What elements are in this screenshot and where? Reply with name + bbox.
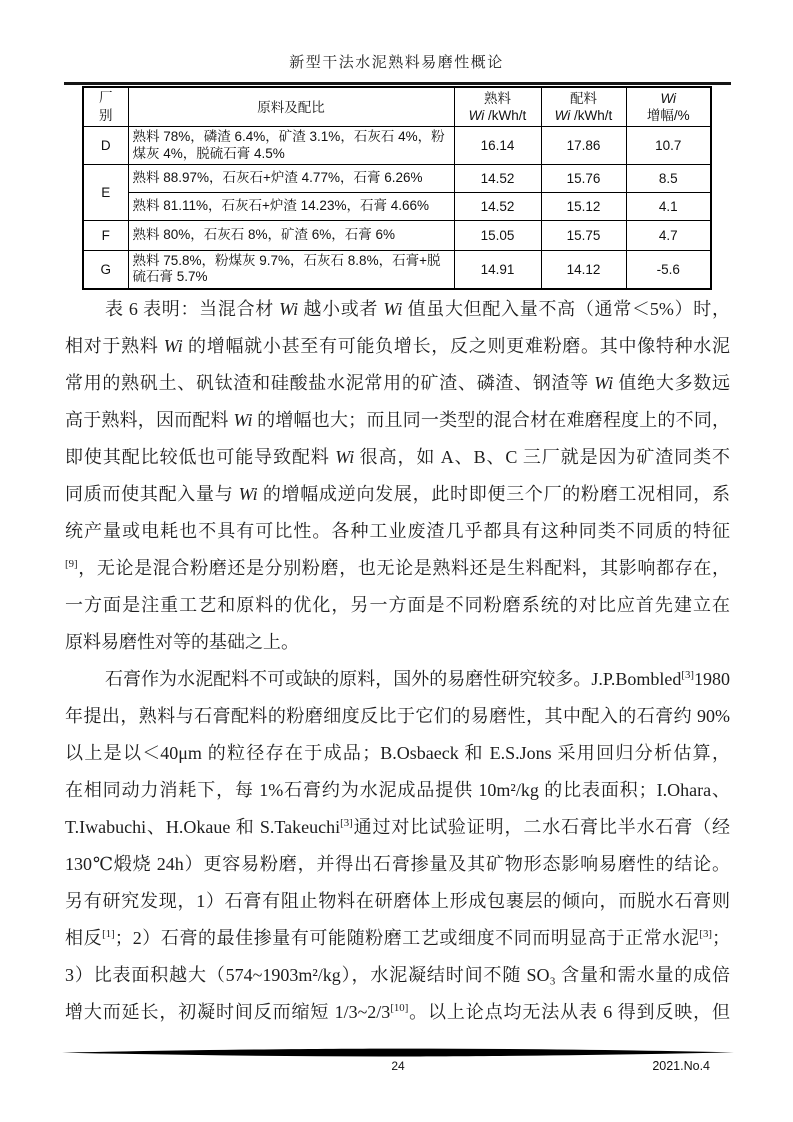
body-text-line: 同质而使其配入量与 Wi 的增幅成逆向发展，此时即便三个厂的粉磨工况相同，系 [65,484,730,504]
table-header-row [83,87,711,127]
cell-mix-wi: 15.75 [541,221,626,251]
body-text-line: 增大而延长，初凝时间反而缩短 1/3~2/3[10]。以上论点均无法从表 6 得到反映，但 [65,1002,730,1022]
table-row [83,221,711,251]
body-text-line: 统产量或电耗也不具有可比性。各种工业废渣几乎都具有这种同类不同质的特征 [65,521,730,541]
cell-delta-wi: 8.5 [626,165,711,193]
cell-materials: 熟料 80%，石灰石 8%，矿渣 6%，石膏 6% [128,221,454,251]
body-text-line: 原料易磨性对等的基础之上。 [65,632,299,652]
cell-clinker-wi: 15.05 [454,221,541,251]
th-clinker-wi: 熟料 Wi /kWh/t [454,87,541,127]
body-text-line: 相对于熟料 Wi 的增幅就小甚至有可能负增长，反之则更难粉磨。其中像特种水泥 [65,336,730,356]
body-text-line: 相反[1]；2）石膏的最佳掺量有可能随粉磨工艺或细度不同而明显高于正常水泥[3]； [65,928,730,948]
body-text-line: 高于熟料，因而配料 Wi 的增幅也大；而且同一类型的混合材在难磨程度上的不同， [65,410,730,430]
paragraph [65,291,730,661]
footer-page-number: 24 [391,1059,405,1073]
cell-clinker-wi: 14.52 [454,165,541,193]
body-text [65,291,730,1031]
cell-clinker-wi: 14.52 [454,193,541,221]
body-text-line: 石膏作为水泥配料不可或缺的原料，国外的易磨性研究较多。J.P.Bombled[3]1980 [105,669,730,689]
grindability-table [82,86,712,290]
body-text-line: 130℃煅烧 24h）更容易粉磨，并得出石膏掺量及其矿物形态影响易磨性的结论。 [65,854,730,874]
cell-delta-wi: 10.7 [626,127,711,165]
th-mix-wi: 配料 Wi /kWh/t [541,87,626,127]
running-head-title: 新型干法水泥熟料易磨性概论 [289,55,504,71]
cell-delta-wi: 4.7 [626,221,711,251]
cell-plant: G [83,251,128,289]
running-head-rule [64,82,731,85]
table-row [83,193,711,221]
body-text-line: 另有研究发现，1）石膏有阻止物料在研磨体上形成包裹层的倾向，而脱水石膏则 [65,891,730,911]
cell-materials: 熟料 78%，磷渣 6.4%，矿渣 3.1%，石灰石 4%，粉煤灰 4%，脱硫石膏 4.5% [128,127,454,165]
paragraph [65,661,730,1031]
body-text-line: 常用的熟矾土、矾钛渣和硅酸盐水泥常用的矿渣、磷渣、钢渣等 Wi 值绝大多数远 [65,373,730,393]
cell-delta-wi: 4.1 [626,193,711,221]
th-delta-wi: Wi 增幅/% [626,87,711,127]
cell-clinker-wi: 14.91 [454,251,541,289]
th-materials: 原料及配比 [128,87,454,127]
body-text-line: 表 6 表明：当混合材 Wi 越小或者 Wi 值虽大但配入量不高（通常＜5%）时， [105,299,730,319]
body-text-line: 以上是以＜40μm 的粒径存在于成品；B.Osbaeck 和 E.S.Jons 采用回归分析估算， [65,743,730,763]
footer-rule [62,1048,734,1057]
table-row [83,127,711,165]
cell-clinker-wi: 16.14 [454,127,541,165]
cell-materials: 熟料 81.11%，石灰石+炉渣 14.23%，石膏 4.66% [128,193,454,221]
cell-delta-wi: -5.6 [626,251,711,289]
body-text-line: 一方面是注重工艺和原料的优化，另一方面是不同粉磨系统的对比应首先建立在 [65,595,730,615]
th-plant: 厂别 [83,87,128,127]
body-text-line: 年提出，熟料与石膏配料的粉磨细度反比于它们的易磨性，其中配入的石膏约 90% [65,706,730,726]
cell-mix-wi: 17.86 [541,127,626,165]
table-row [83,251,711,289]
cell-materials: 熟料 88.97%，石灰石+炉渣 4.77%，石膏 6.26% [128,165,454,193]
body-text-line: 即使其配比较低也可能导致配料 Wi 很高，如 A、B、C 三厂就是因为矿渣同类不 [65,447,730,467]
cell-mix-wi: 15.76 [541,165,626,193]
cell-mix-wi: 14.12 [541,251,626,289]
table-row [83,165,711,193]
cell-plant: F [83,221,128,251]
cell-plant: D [83,127,128,165]
body-text-line: T.Iwabuchi、H.Okaue 和 S.Takeuchi[3]通过对比试验证明，二水石膏比半水石膏（经 [65,817,730,837]
cell-plant: E [83,165,128,221]
cell-materials: 熟料 75.8%，粉煤灰 9.7%，石灰石 8.8%，石膏+脱硫石膏 5.7% [128,251,454,289]
footer-issue-label: 2021.No.4 [652,1059,710,1073]
body-text-line: 3）比表面积越大（574~1903m²/kg），水泥凝结时间不随 SO₃ 含量和需水量的成倍 [65,965,730,985]
cell-mix-wi: 15.12 [541,193,626,221]
body-text-line: [9]，无论是混合粉磨还是分别粉磨，也无论是熟料还是生料配料，其影响都存在， [65,558,730,578]
body-text-line: 在相同动力消耗下，每 1%石膏约为水泥成品提供 10m²/kg 的比表面积；I.Ohara、 [65,780,730,800]
